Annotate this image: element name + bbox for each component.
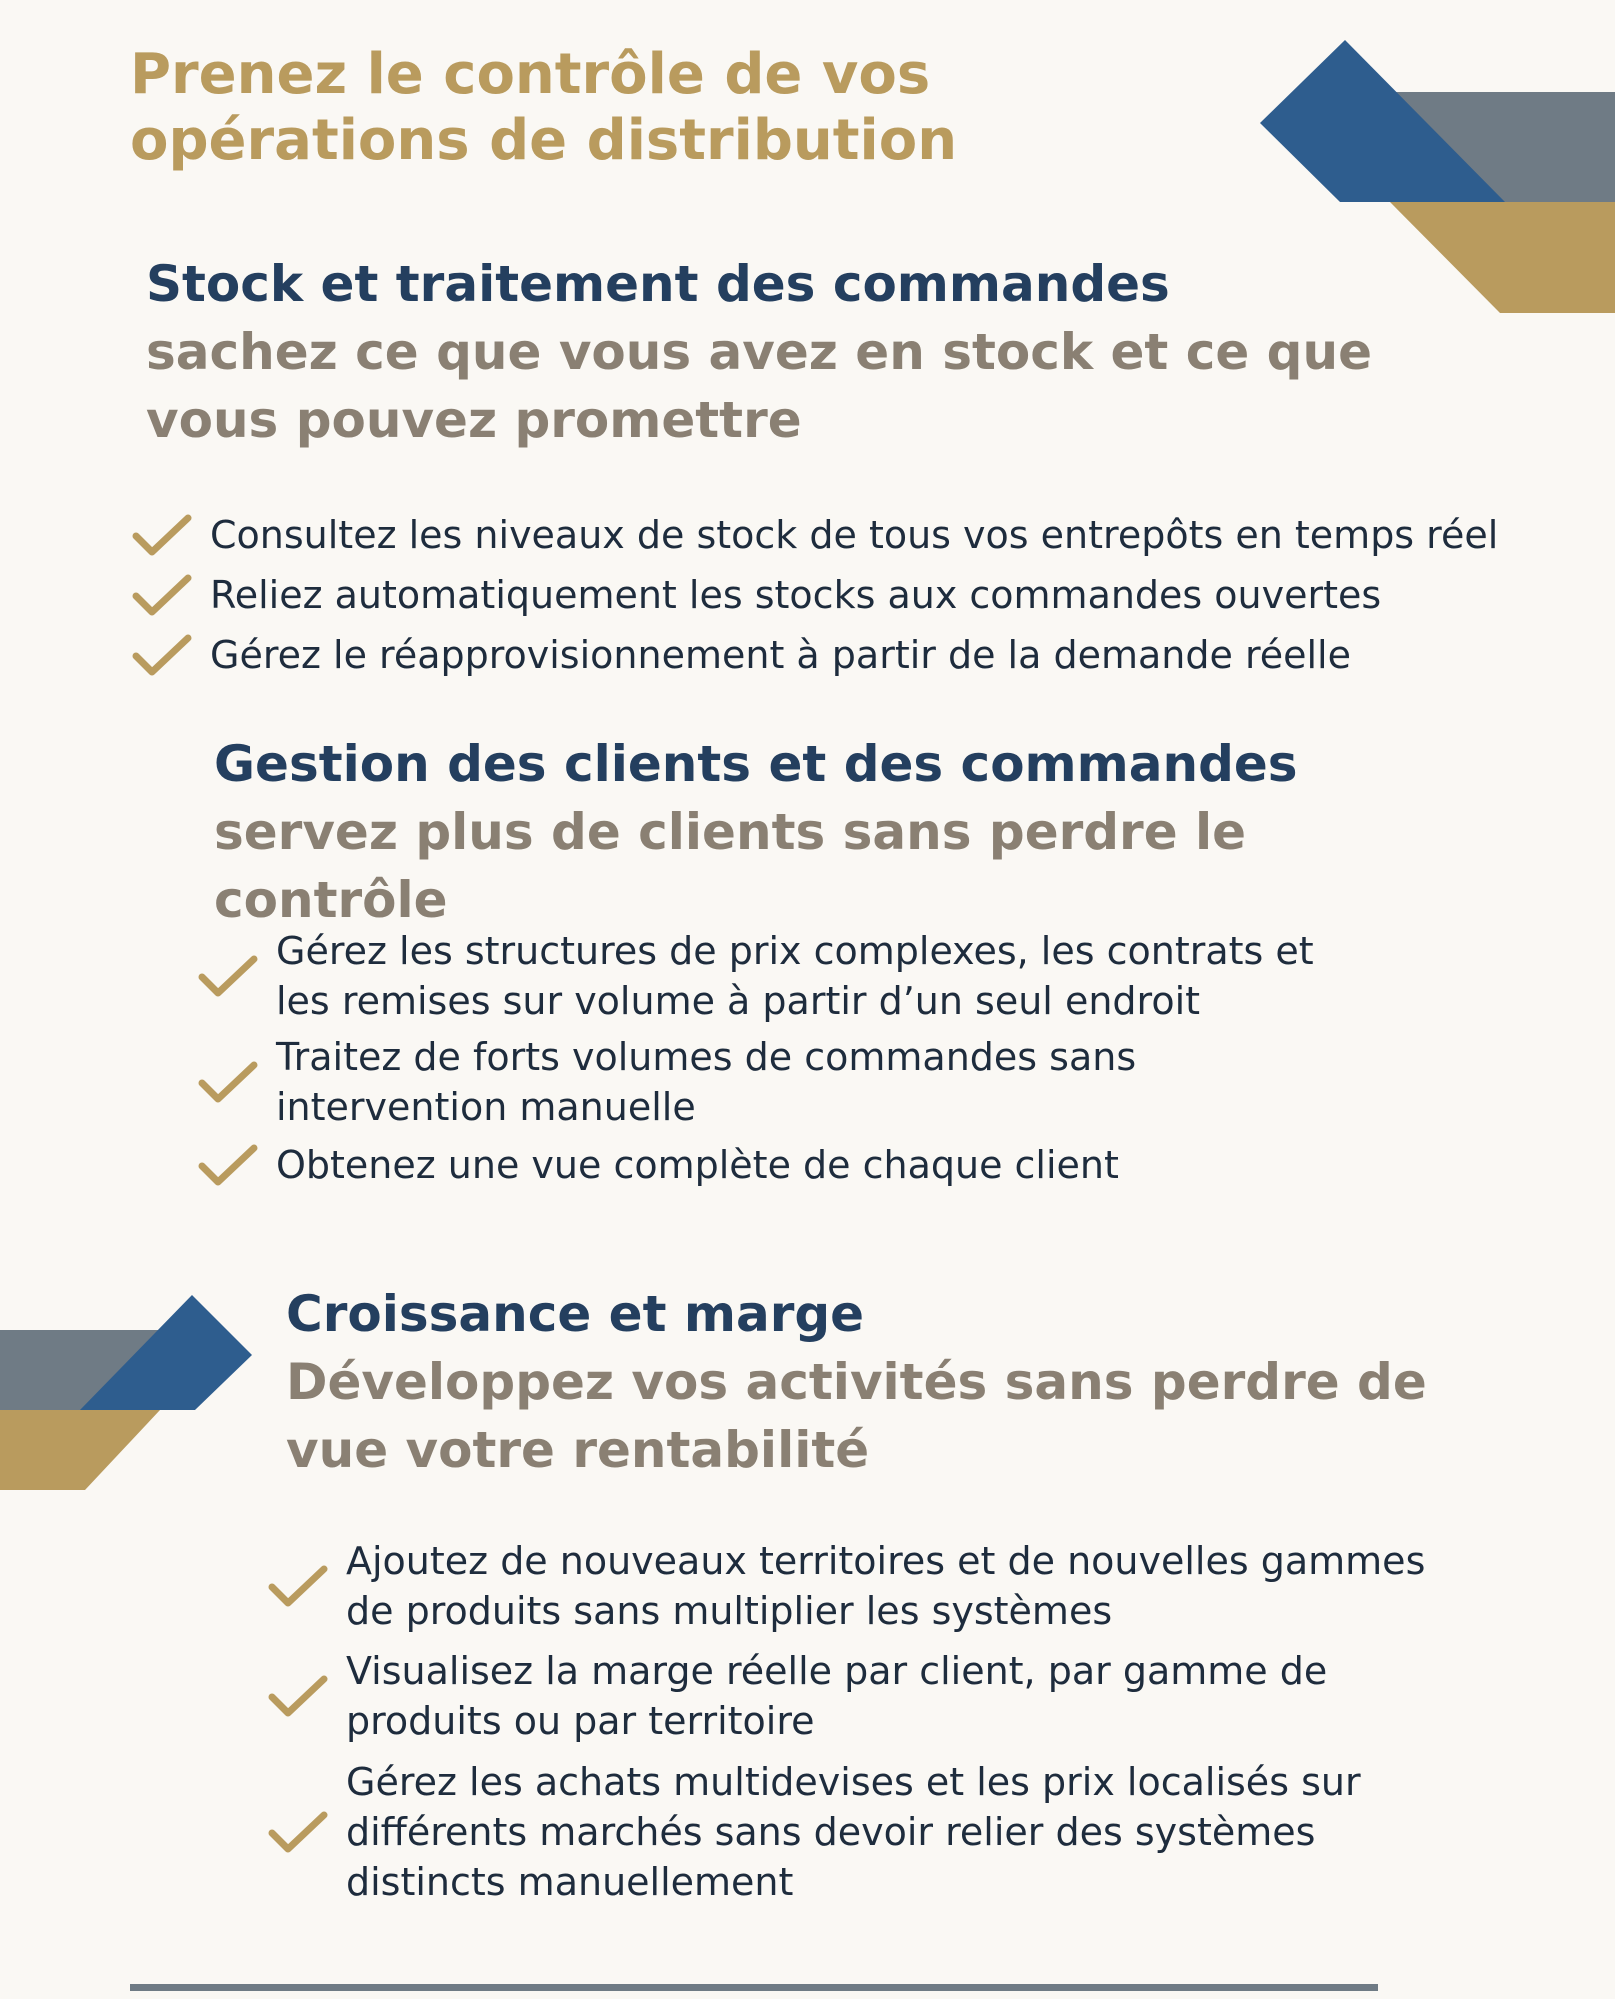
- check-icon: [266, 1563, 330, 1609]
- check-icon: [130, 572, 194, 618]
- list-item-text: Traitez de forts volumes de commandes sans intervention manuelle: [276, 1035, 1137, 1129]
- check-icon: [196, 953, 260, 999]
- section-heading-customers: [214, 730, 1474, 934]
- section-title: Croissance et marge: [286, 1285, 865, 1343]
- list-item: [196, 1135, 1356, 1195]
- check-icon: [196, 1142, 260, 1188]
- check-icon: [266, 1673, 330, 1719]
- list-item-text: Reliez automatiquement les stocks aux commandes ouvertes: [210, 573, 1382, 617]
- list-item-text: Visualisez la marge réelle par client, par gamme de produits ou par territoire: [346, 1649, 1328, 1743]
- list-item-text: Gérez le réapprovisionnement à partir de la demande réelle: [210, 633, 1351, 677]
- section-subtitle: servez plus de clients sans perdre le contrôle: [214, 803, 1247, 929]
- feature-list-customers: [196, 923, 1356, 1195]
- check-icon: [266, 1809, 330, 1855]
- list-item: [130, 505, 1600, 565]
- section-title: Gestion des clients et des commandes: [214, 735, 1298, 793]
- decorative-shapes-left: [0, 1290, 255, 1495]
- section-heading-stock: [146, 250, 1406, 454]
- list-item-text: Ajoutez de nouveaux territoires et de nouvelles gammes de produits sans multiplier les systèmes: [346, 1539, 1426, 1633]
- list-item: [196, 1029, 1356, 1135]
- section-heading-growth: [286, 1280, 1466, 1484]
- list-item: [266, 1532, 1456, 1640]
- list-item: [196, 923, 1356, 1029]
- list-item-text: Gérez les achats multidevises et les prix localisés sur différents marchés sans devoir relier des systèmes distincts manuellement: [346, 1760, 1361, 1904]
- list-item-text: Gérez les structures de prix complexes, les contrats et les remises sur volume à partir d’un seul endroit: [276, 929, 1314, 1023]
- check-icon: [130, 632, 194, 678]
- page-title: Prenez le contrôle de vos opérations de distribution: [130, 42, 958, 173]
- bottom-divider: [130, 1984, 1378, 1991]
- check-icon: [130, 512, 194, 558]
- feature-list-stock: [130, 505, 1600, 685]
- list-item: [266, 1752, 1456, 1912]
- list-item-text: Obtenez une vue complète de chaque client: [276, 1143, 1119, 1187]
- list-item: [266, 1640, 1456, 1752]
- feature-list-growth: [266, 1532, 1456, 1912]
- section-title: Stock et traitement des commandes: [146, 255, 1170, 313]
- check-icon: [196, 1059, 260, 1105]
- list-item: [130, 625, 1600, 685]
- list-item-text: Consultez les niveaux de stock de tous vos entrepôts en temps réel: [210, 513, 1499, 557]
- section-subtitle: Développez vos activités sans perdre de vue votre rentabilité: [286, 1353, 1427, 1479]
- section-subtitle: sachez ce que vous avez en stock et ce que vous pouvez promettre: [146, 323, 1372, 449]
- list-item: [130, 565, 1600, 625]
